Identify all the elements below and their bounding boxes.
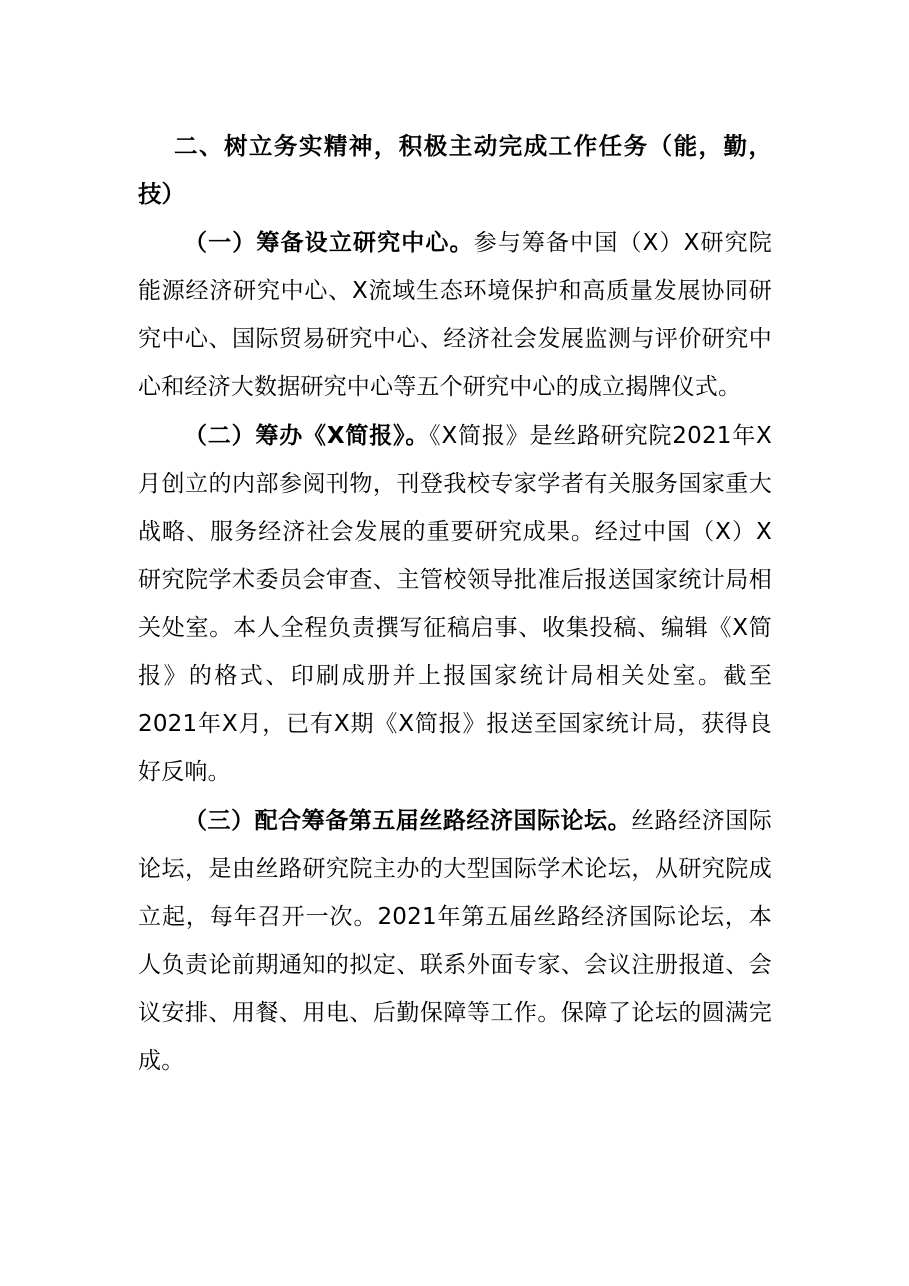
item-forum (138, 797, 772, 1085)
item-body: 丝路经济国际论坛，是由丝路研究院主办的大型国际学术论坛，从研究院成立起，每年召开一次。2021年第五届丝路经济国际论坛，本人负责论前期通知的拟定、联系外面专家、会议注册报道、会议安排、用餐、用电、后勤保障等工作。保障了论坛的圆满完成。 (138, 808, 772, 1074)
item-lead: （三）配合筹备第五届丝路经济国际论坛。 (184, 808, 632, 834)
item-lead: （一）筹备设立研究中心。 (184, 230, 474, 256)
item-briefing (138, 412, 772, 796)
section-heading: 二、树立务实精神，积极主动完成工作任务（能，勤，技） (138, 132, 772, 208)
item-research-centers (138, 219, 772, 411)
item-body: 《X简报》是丝路研究院2021年X月创立的内部参阅刊物，刊登我校专家学者有关服务国家重大战略、服务经济社会发展的重要研究成果。经过中国（X）X研究院学术委员会审查、主管校领导批准后报送国家统计局相关处室。本人全程负责撰写征稿启事、收集投稿、编辑《X简报》的格式、印刷成册并上报国家统计局相关处室。截至2021年X月，已有X期《X简报》报送至国家统计局，获得良好反响。 (138, 423, 772, 785)
document-page (138, 122, 772, 1086)
item-body: 参与筹备中国（X）X研究院能源经济研究中心、X流域生态环境保护和高质量发展协同研究中心、国际贸易研究中心、经济社会发展监测与评价研究中心和经济大数据研究中心等五个研究中心的成立揭牌仪式。 (138, 230, 772, 400)
item-lead: （二）筹办《X简报》。 (184, 423, 430, 449)
